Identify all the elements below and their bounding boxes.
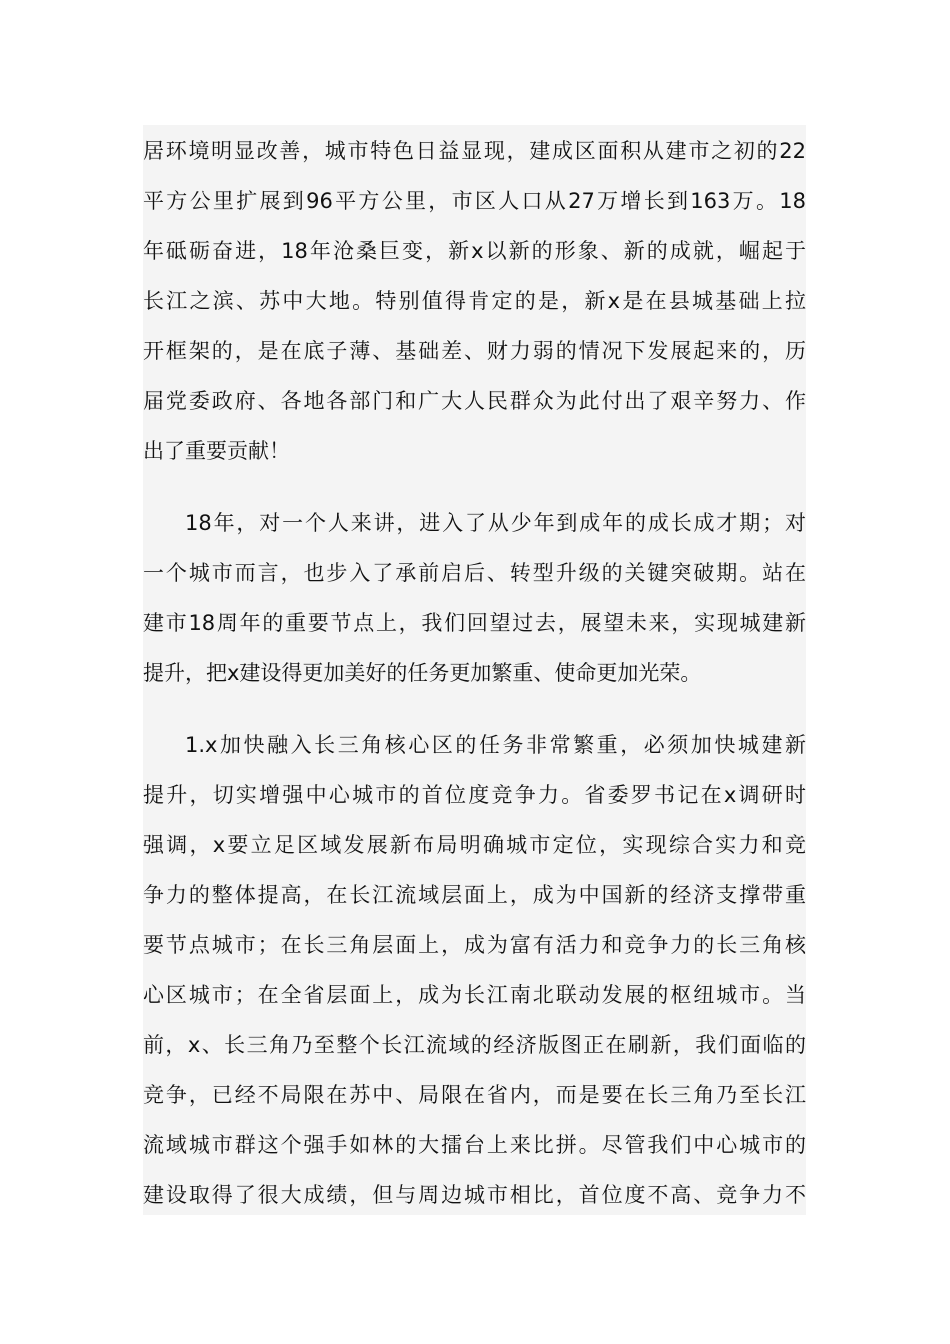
paragraph-2-line-2: 一个城市而言，也步入了承前启后、转型升级的关键突破期。站在 — [143, 561, 806, 585]
paragraph-1-line-3: 年砥砺奋进，18年沧桑巨变，新x以新的形象、新的成就，崛起于 — [143, 239, 806, 263]
paragraph-1-line-5: 开框架的，是在底子薄、基础差、财力弱的情况下发展起来的，历 — [143, 339, 806, 363]
paragraph-1-line-7: 出了重要贡献！ — [143, 439, 290, 463]
paragraph-1-line-1: 居环境明显改善，城市特色日益显现，建成区面积从建市之初的22 — [143, 139, 806, 163]
paragraph-3-line-5: 要节点城市；在长三角层面上，成为富有活力和竞争力的长三角核 — [143, 933, 806, 957]
paragraph-1-line-4: 长江之滨、苏中大地。特别值得肯定的是，新x是在县城基础上拉 — [143, 289, 806, 313]
paragraph-3-line-1: 1.x加快融入长三角核心区的任务非常繁重，必须加快城建新 — [185, 733, 806, 757]
paragraph-3-line-7: 前，x、长三角乃至整个长江流域的经济版图正在刷新，我们面临的 — [143, 1033, 806, 1057]
paragraph-3-line-2: 提升，切实增强中心城市的首位度竞争力。省委罗书记在x调研时 — [143, 783, 806, 807]
paragraph-1-line-2: 平方公里扩展到96平方公里，市区人口从27万增长到163万。18 — [143, 189, 806, 213]
paragraph-3-line-3: 强调，x要立足区域发展新布局明确城市定位，实现综合实力和竞 — [143, 833, 806, 857]
paragraph-2-line-4: 提升，把x建设得更加美好的任务更加繁重、使命更加光荣。 — [143, 661, 702, 685]
paragraph-3-line-4: 争力的整体提高，在长江流域层面上，成为中国新的经济支撑带重 — [143, 883, 806, 907]
paragraph-3-line-8: 竞争，已经不局限在苏中、局限在省内，而是要在长三角乃至长江 — [143, 1083, 806, 1107]
paragraph-1-line-6: 届党委政府、各地各部门和广大人民群众为此付出了艰辛努力、作 — [143, 389, 806, 413]
paragraph-2-line-3: 建市18周年的重要节点上，我们回望过去，展望未来，实现城建新 — [143, 611, 806, 635]
paragraph-3-line-10: 建设取得了很大成绩，但与周边城市相比，首位度不高、竞争力不 — [143, 1183, 806, 1207]
paragraph-2-line-1: 18年，对一个人来讲，进入了从少年到成年的成长成才期；对 — [185, 511, 806, 535]
paragraph-3-line-6: 心区城市；在全省层面上，成为长江南北联动发展的枢纽城市。当 — [143, 983, 806, 1007]
paragraph-3-line-9: 流域城市群这个强手如林的大擂台上来比拼。尽管我们中心城市的 — [143, 1133, 806, 1157]
